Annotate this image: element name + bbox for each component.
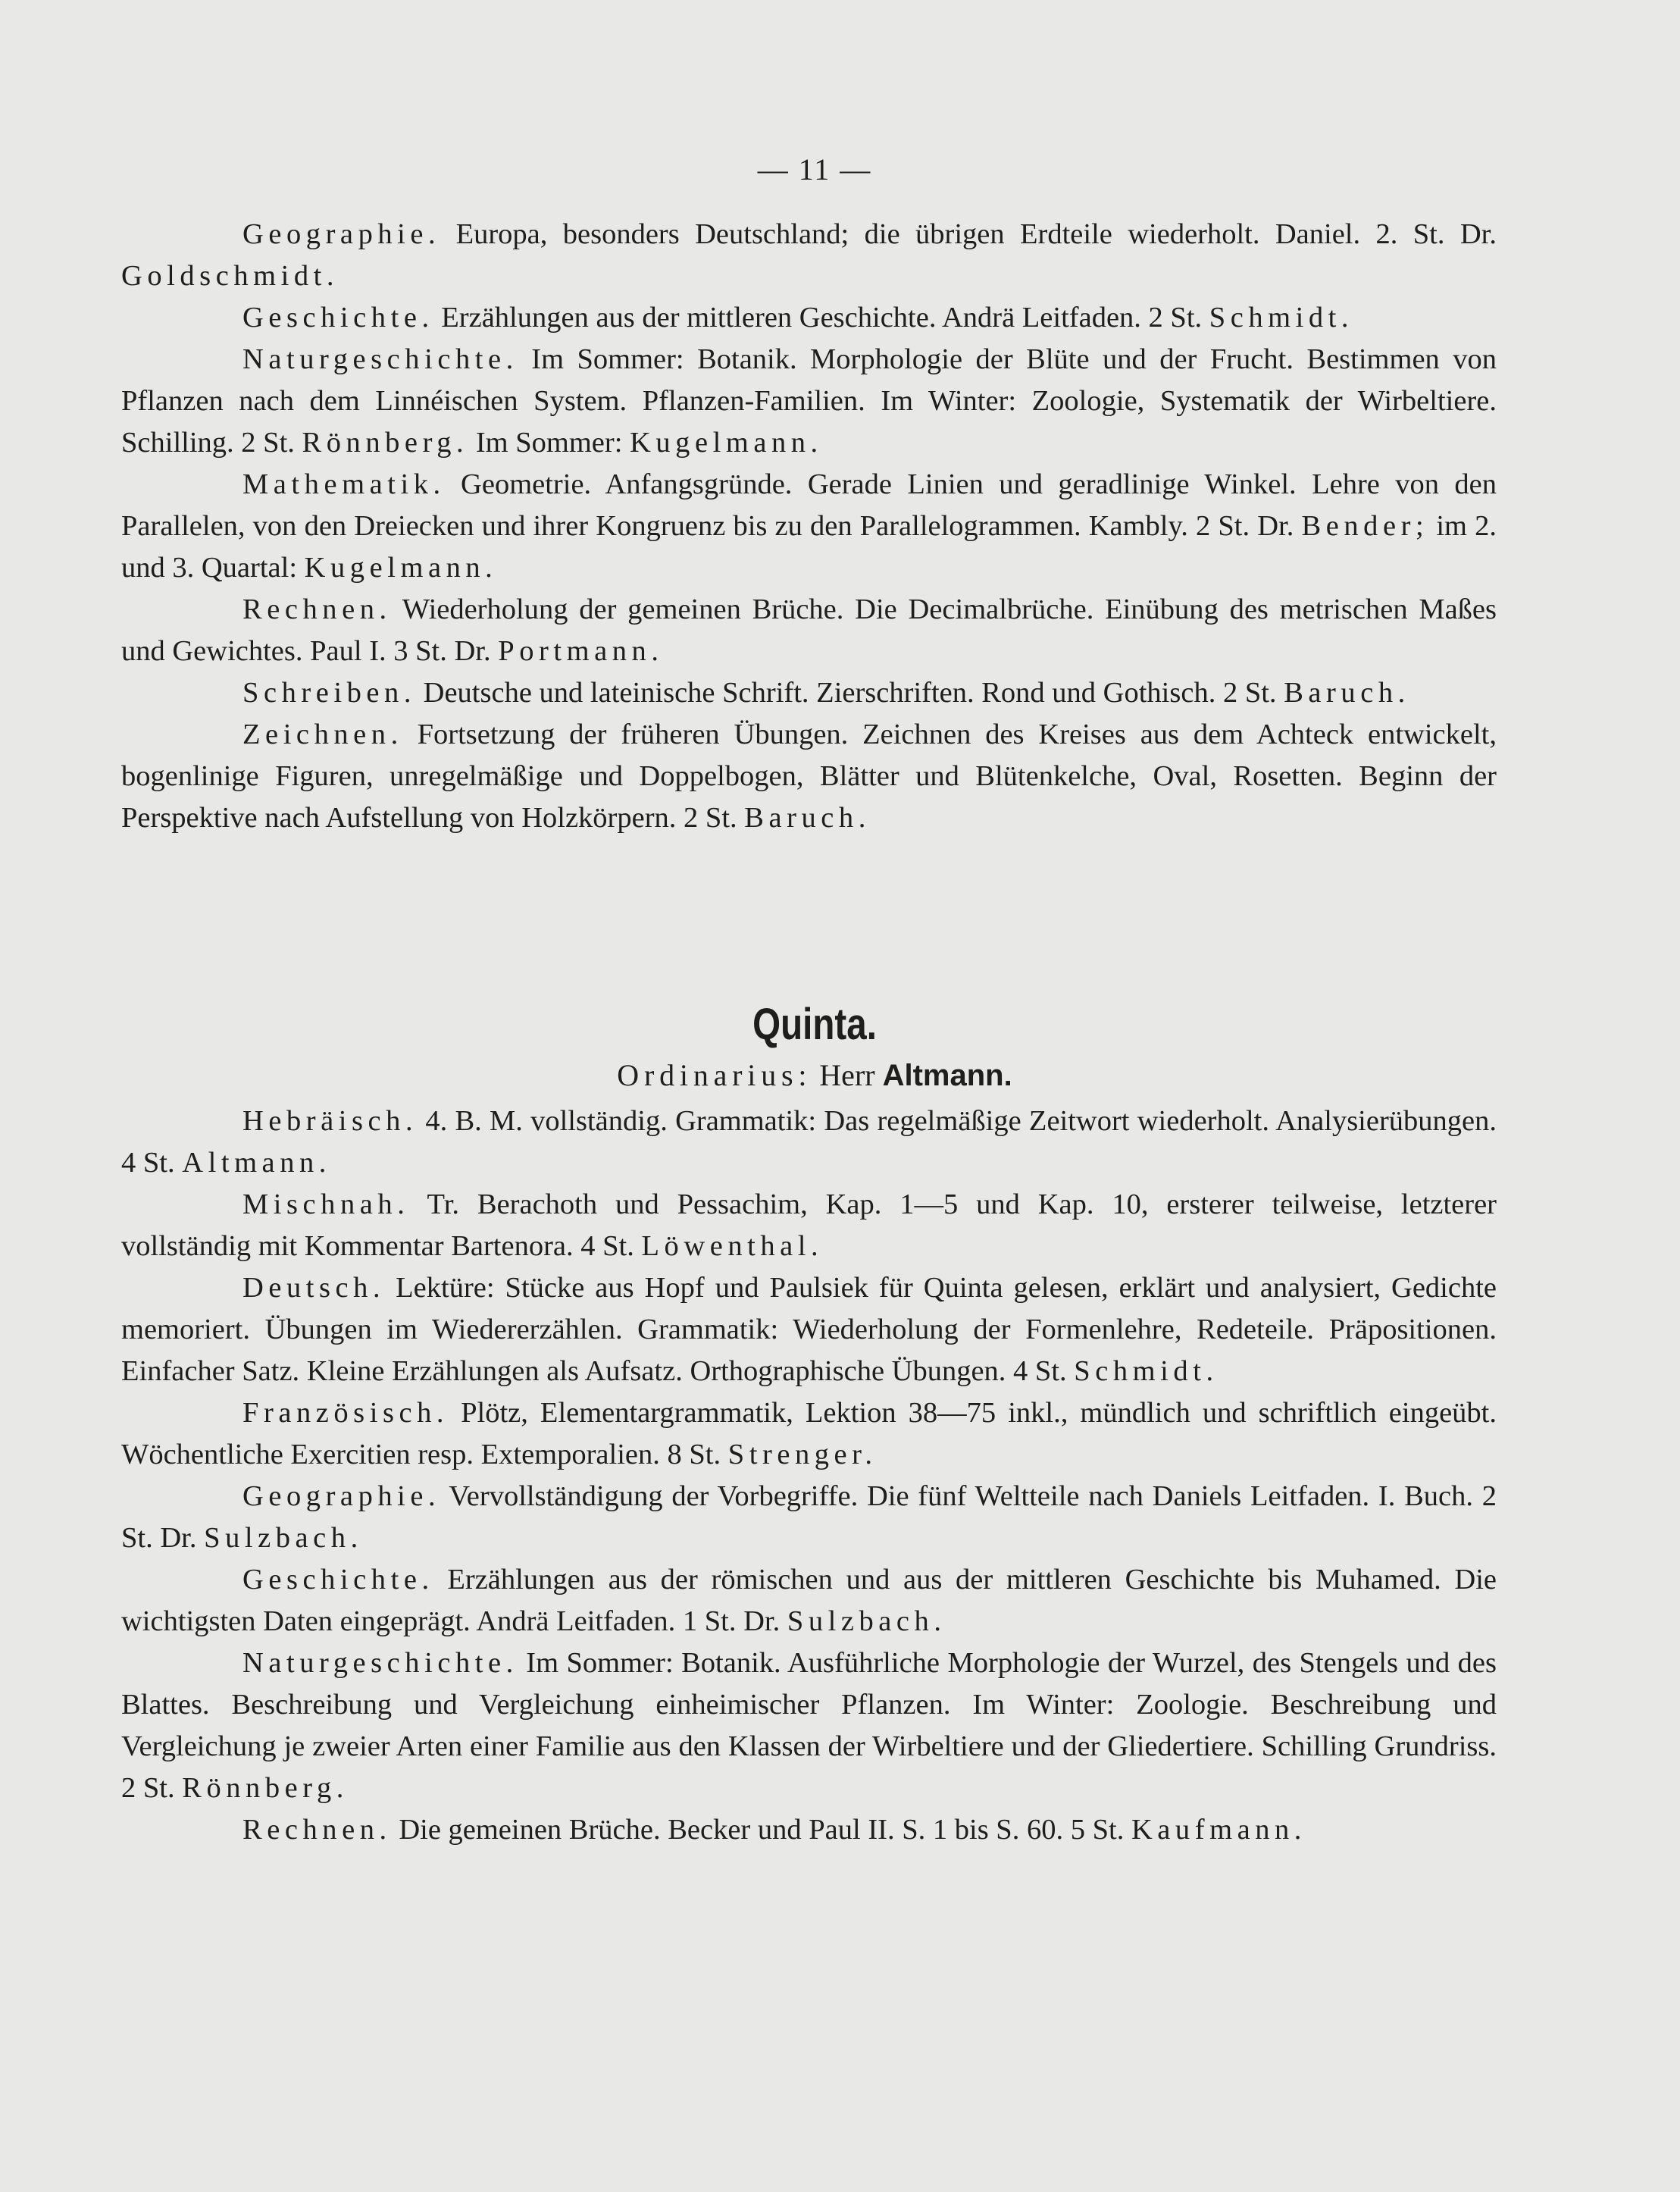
subject-paragraph (121, 1809, 1497, 1851)
teacher-name: Rönnberg. (302, 427, 469, 459)
teacher-name: Rönnberg. (182, 1772, 349, 1804)
teacher-name: Bender; (1301, 510, 1429, 542)
page-number: — 11 — (757, 152, 872, 186)
ordinarius-name: Altmann. (882, 1059, 1012, 1092)
subject-name: Hebräisch. (242, 1105, 418, 1137)
subject-paragraph (121, 672, 1497, 714)
subject-name: Mathematik. (242, 468, 446, 500)
teacher-name: Sulzbach. (204, 1522, 363, 1554)
subject-paragraph (121, 1392, 1497, 1476)
subject-description: Plötz, Elementargrammatik, Lektion 38—75 inkl., mündlich und schriftlich eingeübt. Wöchentliche Exercitien resp. Extemporalien. 8 St. (121, 1397, 1497, 1470)
subject-description: Wiederholung der gemeinen Brüche. Die Decimalbrüche. Einübung des metrischen Maßes und Gewichtes. Paul I. 3 St. Dr. (121, 593, 1497, 667)
subject-description: Fortsetzung der früheren Übungen. Zeichnen des Kreises aus dem Achteck entwickelt, bogenlinige Figuren, unregelmäßige und Doppelbogen, Blätter und Blütenkelche, Oval, Rosetten. Beginn der Perspektive nach Aufstellung von Holzkörpern. 2 St. (121, 719, 1497, 834)
teacher-name: Baruch. (1284, 677, 1410, 709)
subject-name: Geographie. (242, 218, 441, 250)
subject-description: Die gemeinen Brüche. Becker und Paul II. S. 1 bis S. 60. 5 St. (391, 1814, 1131, 1846)
subject-paragraph (121, 1642, 1497, 1809)
teacher-name: Sulzbach. (787, 1605, 946, 1637)
section-quinta-curriculum (121, 1101, 1497, 1851)
subject-paragraph (121, 214, 1497, 297)
teacher-name: Strenger. (727, 1439, 878, 1470)
subject-paragraph (121, 297, 1497, 339)
subject-description: Im Sommer: Botanik. Morphologie der Blüte und der Frucht. Bestimmen von Pflanzen nach dem Linnéischen System. Pflanzen-Familien. Im Winter: Zoologie, Systematik der Wirbeltiere. Schilling. 2 St. (121, 343, 1497, 459)
subject-description: 4. B. M. vollständig. Grammatik: Das regelmäßige Zeitwort wiederholt. Analysierübungen. 4 St. (121, 1105, 1497, 1179)
subject-name: Deutsch. (242, 1272, 386, 1304)
subject-paragraph (121, 589, 1497, 672)
teacher-name-secondary: Kugelmann. (304, 552, 498, 584)
subject-description: Geometrie. Anfangsgründe. Gerade Linien und geradlinige Winkel. Lehre von den Parallelen, von den Dreiecken und ihrer Kongruenz bis zu den Parallelogrammen. Kambly. 2 St. Dr. (121, 468, 1497, 542)
ordinarius-title: Herr (819, 1058, 875, 1092)
teacher-name-secondary: Kugelmann. (630, 427, 823, 459)
teacher-name: Portmann. (498, 635, 664, 667)
section-sexta-curriculum (121, 214, 1497, 839)
teacher-name: Goldschmidt. (121, 260, 339, 292)
subject-description: Erzählungen aus der römischen und aus der mittleren Geschichte bis Muhamed. Die wichtigsten Daten eingeprägt. Andrä Leitfaden. 1 St. Dr. (121, 1564, 1497, 1637)
subject-paragraph (121, 1101, 1497, 1184)
subject-description: Im Sommer: Botanik. Ausführliche Morphologie der Wurzel, des Stengels und des Blattes. Beschreibung und Vergleichung einheimischer Pflanzen. Im Winter: Zoologie. Beschreibung und Vergleichung je zweier Arten einer Familie aus den Klassen der Wirbeltiere und der Gliedertiere. Schilling Grundriss. 2 St. (121, 1647, 1497, 1804)
subject-paragraph (121, 714, 1497, 839)
subject-name: Geschichte. (242, 302, 434, 333)
subject-name: Rechnen. (242, 1814, 392, 1846)
teacher-name: Baruch. (744, 802, 871, 834)
subject-description: Vervollständigung der Vorbegriffe. Die fünf Weltteile nach Daniels Leitfaden. I. Buch. 2 St. Dr. (121, 1480, 1497, 1554)
ordinarius-line (0, 1057, 1629, 1093)
subject-description: Tr. Berachoth und Pessachim, Kap. 1—5 und Kap. 10, ersterer teilweise, letzterer vollständig mit Kommentar Bartenora. 4 St. (121, 1188, 1497, 1262)
subject-name: Naturgeschichte. (242, 1647, 518, 1679)
subject-name: Mischnah. (242, 1188, 410, 1220)
subject-name: Schreiben. (242, 677, 417, 709)
subject-paragraph (121, 1476, 1497, 1559)
subject-description: Erzählungen aus der mittleren Geschichte. Andrä Leitfaden. 2 St. (433, 302, 1209, 333)
subject-name: Zeichnen. (242, 719, 403, 750)
subject-name: Naturgeschichte. (242, 343, 518, 375)
subject-name: Geographie. (242, 1480, 441, 1512)
subject-paragraph (121, 464, 1497, 589)
subject-name: Französisch. (242, 1397, 449, 1429)
subject-paragraph (121, 1267, 1497, 1392)
subject-name: Rechnen. (242, 593, 392, 625)
subject-paragraph (121, 1184, 1497, 1267)
teacher-name: Schmidt. (1209, 302, 1354, 333)
section-heading: Quinta. (752, 1000, 877, 1049)
subject-description: Europa, besonders Deutschland; die übrigen Erdteile wiederholt. Daniel. 2. St. Dr. (440, 218, 1497, 250)
subject-description-continued: Im Sommer: (468, 427, 630, 459)
subject-paragraph (121, 1559, 1497, 1642)
ordinarius-label: Ordinarius: (617, 1058, 812, 1092)
teacher-name: Schmidt. (1074, 1355, 1219, 1387)
teacher-name: Löwenthal. (641, 1230, 824, 1262)
subject-paragraph (121, 339, 1497, 464)
teacher-name: Altmann. (182, 1147, 331, 1179)
teacher-name: Kaufmann. (1131, 1814, 1306, 1846)
subject-description: Lektüre: Stücke aus Hopf und Paulsiek für Quinta gelesen, erklärt und analysiert, Gedichte memoriert. Übungen im Wiedererzählen. Grammatik: Wiederholung der Formenlehre, Redeteile. Präpositionen. Einfacher Satz. Kleine Erzählungen als Aufsatz. Orthographische Übungen. 4 St. (121, 1272, 1497, 1387)
subject-description-continued: im 2. und 3. Quartal: (121, 510, 1497, 584)
subject-name: Geschichte. (242, 1564, 434, 1595)
subject-description: Deutsche und lateinische Schrift. Zierschriften. Rond und Gothisch. 2 St. (416, 677, 1284, 709)
